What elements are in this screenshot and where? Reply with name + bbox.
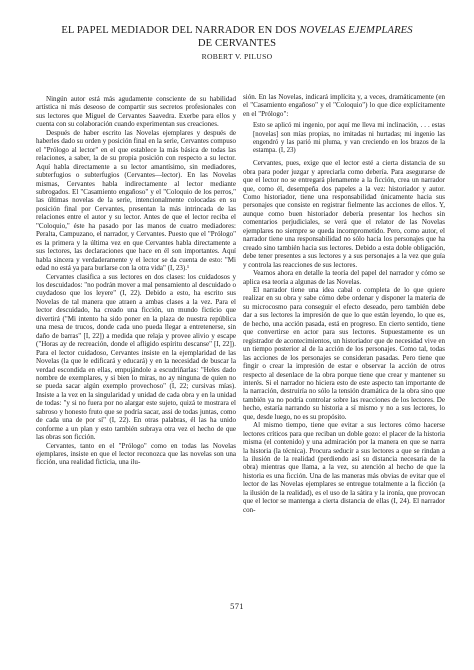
block-quote: Esto se aplicó mi ingenio, por aquí me lleva mi inclinación, . . . estas [novelas] son mías propias, no imitadas ni hurtadas; mi ingenio las engendró y las parió mi pluma, y van creciendo en los brazos de la estampa. (I, 23) — [253, 122, 445, 154]
paragraph: El narrador tiene una idea cabal o completa de lo que quiere realizar en su obra y sabe cómo debe ordenar y disponer la materia de su microcosmo para conseguir el efecto deseado, pero también debe dar a sus lectores la impresión de que lo que están leyendo, lo que es, de hecho, una acción pasada, está en progreso. En cierto sentido, tiene que convertirse en actor para sus lectores. Supuestamente es un registrador de acontecimientos, un historiador que de necesidad vive en un tiempo posterior al de la acción de los personajes. Como tal, todas las acciones de los personajes se consideran pasadas. Pero tiene que fingir o crear la impresión de estar e observar la acción de otros respecto al desenlace de la obra porque tiene que crear y mantener su interés. Si el narrador no hiciera esto de este aspecto tan importante de la narración, destruiría no sólo la tensión dramática de la obra sino que también ya no podría controlar sobre las reacciones de los lectores. De hecho, estaría narrando su historia a sí mismo y no a sus lectores, lo que, desde luego, no es su propósito. — [243, 285, 445, 421]
article-author: ROBERT V. PILUSO — [201, 52, 273, 61]
paragraph: sión. En las Novelas, indicará implícita y, a veces, dramáticamente (en el "Casamiento engañoso" y el "Coloquio") lo que dice explícitamente en el "Prólogo": — [243, 93, 445, 118]
right-column — [243, 93, 445, 514]
paragraph: Cervantes, pues, exige que el lector esté a cierta distancia de su obra para poder juzgar y apreciarla como debería. Para asegurarse de que el lector no se entregará plenamente a la ficción, crea un narrador que, como él, desempeña dos papeles a la vez: historiador y autor. Como historiador, tiene una responsabilidad únicamente hacia sus personajes que consiste en registrar fielmente las acciones de ellos. Y, aunque como buen historiador debería presentar los hechos sin comentarios perjudiciales, se verá que el relator de las Novelas ejemplares no siempre se queda incomprometido. Pero, como autor, el narrador tiene una responsabilidad no sólo hacia los personajes que ha creado sino también hacia sus lectores. Debido a esta doble obligación, debe tener presentes a sus lectores y a sus personajes a la vez que guía y controla las reacciones de sus lectores. — [243, 159, 445, 269]
paragraph: Al mismo tiempo, tiene que evitar a sus lectores cómo hacerse lectores críticos para que reciban un doble gozo: el placer de la historia misma (el contenido) y una admiración por la manera en que se narra la historia (la técnica). Procura seducir a sus lectores a que se rindan a la ilusión de la realidad (perdiendo así su distancia necesaria de la obra) mientras que llama, a la vez, su atención al hecho de que la historia es una ficción. Una de las maneras más obvias de evitar que el lector de las Novelas ejemplares se entregue totalmente a la ficción (a la ilusión de la realidad), es el uso de la sátira y la ironía, que provocan que el lector se mantenga a cierta distancia de ellas (I, 24). El narrador con- — [243, 421, 445, 514]
title-italic: NOVELAS EJEMPLARES — [299, 25, 413, 36]
title-part-1: EL PAPEL MEDIADOR DEL NARRADOR EN DOS — [61, 25, 300, 36]
page-number: 571 — [230, 601, 244, 611]
paragraph: Veamos ahora en detalle la teoría del papel del narrador y cómo se aplica esa teoría a algunas de las Novelas. — [243, 269, 445, 286]
paragraph: Cervantes, tanto en el "Prólogo" como en todas las Novelas ejemplares, insiste en que el lector reconozca que las novelas son una ficción, una realidad ficticia, una ilu- — [36, 441, 236, 467]
left-column — [36, 95, 236, 467]
paragraph: Después de haber escrito las Novelas ejemplares y después de haberles dado su orden y posición final en la serie, Cervantes compuso el "Prólogo al lector" en el que establece la más básica de todas las relaciones, a saber, la de su propia posición con respecto a su lector. Aquí habla directamente a su lector amantísimo, sin mediadores, subterfugios o subterfugios (Cervantes—lector). En las Novelas mismas, Cervantes habla indirectamente al lector mediante subrogados. El "Casamiento engañoso" y el "Coloquio de los perros," las últimas novelas de la serie, intencionalmente colocadas en su posición final por Cervantes, presentan la más intrincada de las relaciones entre el autor y su lector. Antes de que el lector reciba el "Coloquio," éste ha pasado por las manos de cuatro mediadores: Peralta, Campuzano, el narrador, y Cervantes. Puesto que el "Prólogo" es la primera y la última vez en que Cervantes habla directamente a sus lectores, las declaraciones que hace en él son importantes. Aquí habla sincera y verdaderamente y el lector se da cuenta de esto: "Mi edad no está ya para burlarse con la otra vida" (I, 23).¹ — [36, 128, 236, 273]
title-part-2: DE CERVANTES — [197, 38, 277, 49]
paragraph: Cervantes clasifica a sus lectores en dos clases: los cuidadosos y los descuidados: "no podrán mover a mal pensamiento al descuidado o cuydadoso que los leyere" (I, 22). Debido a esto, ha escrito sus Novelas de tal manera que atraen a ambas clases a la vez. Para el lector descuidado, ha creado una ficción, un mundo ficticio que divertirá ("Mi intento ha sido poner en la plaza de nuestra república una mesa de trucos, donde cada uno pueda llegar a entretenerse, sin daño de barras" [I, 22]) a medida que relaja y provee alivio y escape ("Horas ay de recreación, donde el afligido espíritu descanse" [I, 22]). Para el lector cuidadoso, Cervantes insiste en la ejemplaridad de las Novelas (la que le edificará y educará) y en la necesidad de buscar la verdad escondida en ellas, empujándole a escudriñarlas: "Heles dado nombre de exemplares, y si bien lo miras, no ay ninguna de quien no se pueda sacar algún exemplo provechoso" (I, 22; cursivas mías). Insiste a la vez en la singularidad y unidad de cada obra y en la unidad de todas: "y si no fuera por no alargar este sujeto, quizá te mostrara el sabroso y honesto fruto que se podría sacar, assi de todas juntas, como de cada una de por sí" (I, 22). En otras palabras, él las ha unido conforme a un plan y esto también subraya otra vez el hecho de que las obras son ficción. — [36, 272, 236, 442]
paragraph: Ningún autor está más agudamente consciente de su habilidad artística ni más deseoso de compartir sus secretos profesionales con sus lectores que Miguel de Cervantes Saavedra. Exerbe para ellos y cuenta con su colaboración cuando experimentan sus creaciones. — [36, 95, 236, 129]
article-title — [30, 24, 444, 50]
